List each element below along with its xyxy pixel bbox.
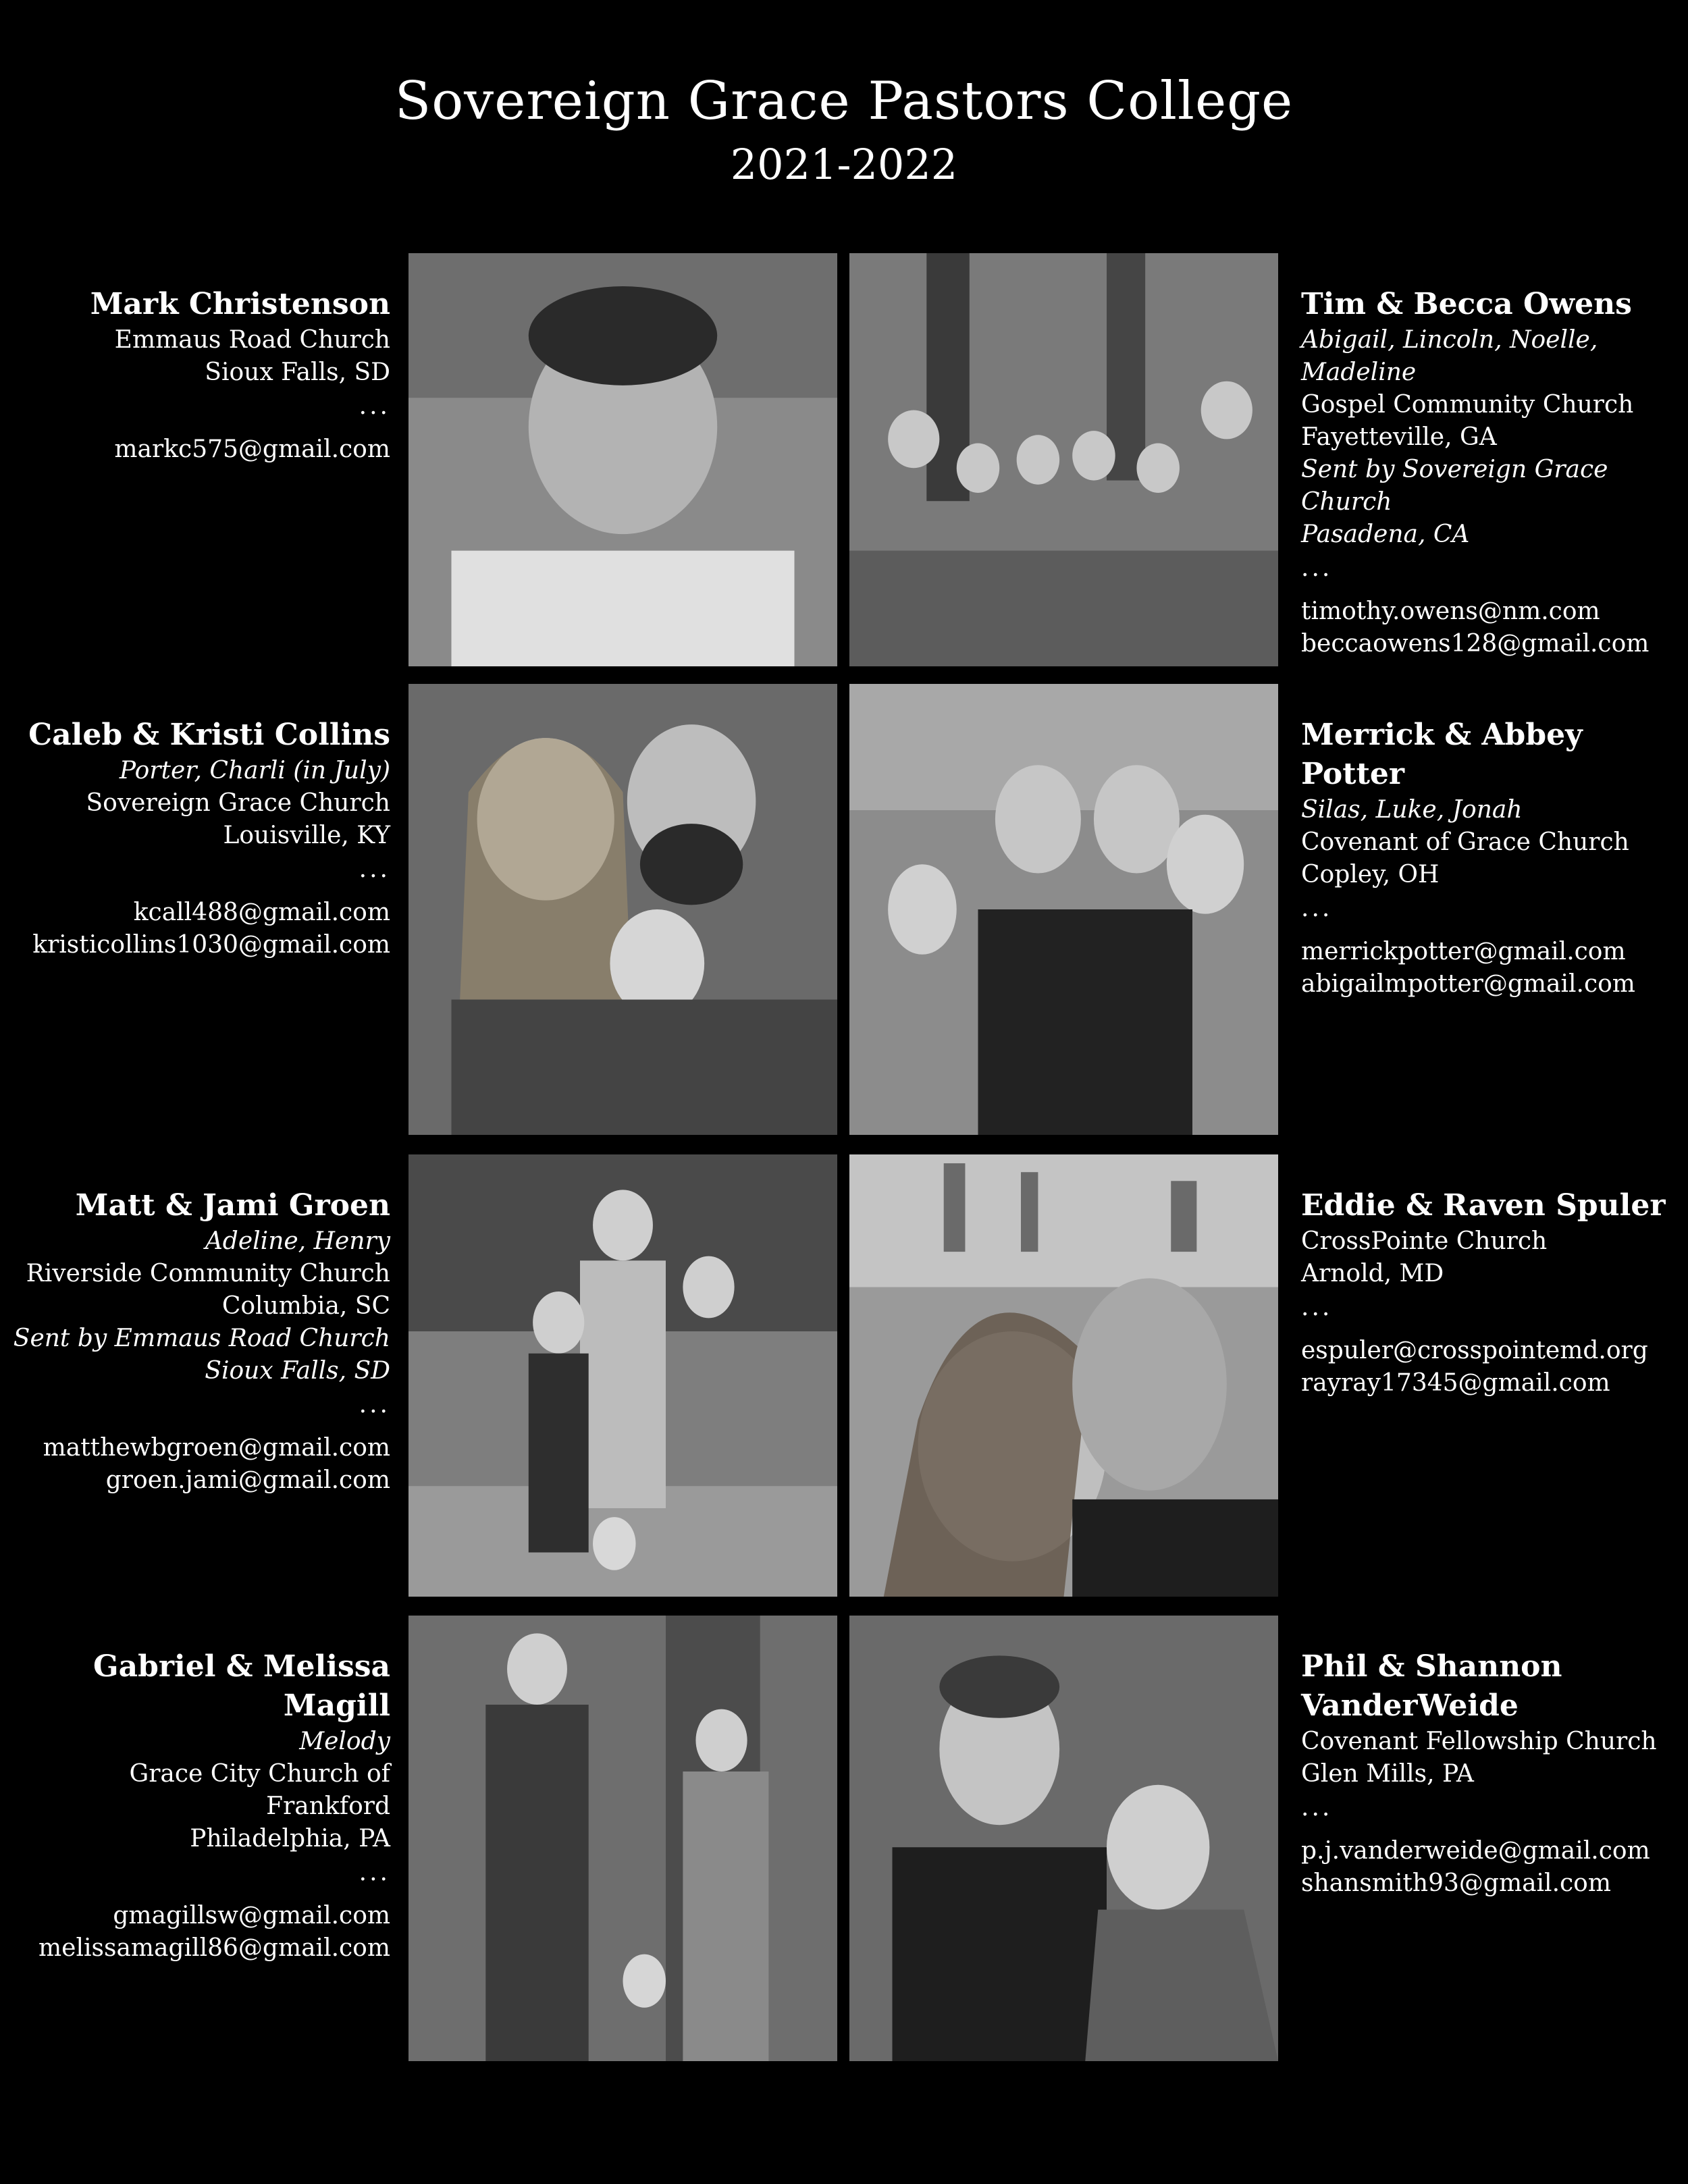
family-photo bbox=[408, 684, 837, 1135]
children-names: Silas, Luke, Jonah bbox=[1301, 796, 1523, 824]
church-location: Fayetteville, GA bbox=[1301, 423, 1497, 451]
family-name: Matt & Jami Groen bbox=[75, 1188, 390, 1223]
family-info bbox=[12, 285, 390, 466]
family-name: Mark Christenson bbox=[90, 287, 390, 321]
family-info bbox=[12, 716, 390, 961]
family-name: Caleb & Kristi Collins bbox=[28, 718, 390, 752]
email-link[interactable]: kristicollins1030@gmail.com bbox=[32, 931, 390, 959]
family-info bbox=[12, 1647, 390, 1965]
church-location: Copley, OH bbox=[1301, 861, 1440, 888]
email-link[interactable]: shansmith93@gmail.com bbox=[1301, 1869, 1611, 1897]
email-link[interactable]: groen.jami@gmail.com bbox=[105, 1466, 390, 1494]
separator-dots: ... bbox=[359, 392, 390, 420]
family-info bbox=[1301, 285, 1666, 660]
church-location: Arnold, MD bbox=[1301, 1260, 1444, 1287]
family-photo bbox=[408, 1154, 837, 1597]
email-link[interactable]: merrickpotter@gmail.com bbox=[1301, 938, 1626, 965]
email-link[interactable]: rayray17345@gmail.com bbox=[1301, 1369, 1610, 1397]
family-photo bbox=[849, 1616, 1278, 2061]
email-link[interactable]: gmagillsw@gmail.com bbox=[113, 1902, 390, 1929]
family-name: Gabriel & Melissa Magill bbox=[93, 1649, 390, 1723]
email-link[interactable]: abigailmpotter@gmail.com bbox=[1301, 970, 1635, 998]
sending-church: Sent by Sovereign Grace Church bbox=[1301, 456, 1608, 516]
separator-dots: ... bbox=[359, 855, 390, 883]
email-link[interactable]: kcall488@gmail.com bbox=[133, 899, 390, 926]
email-link[interactable]: espuler@crosspointemd.org bbox=[1301, 1337, 1648, 1364]
page-title: Sovereign Grace Pastors College bbox=[394, 71, 1294, 132]
family-photo bbox=[849, 1154, 1278, 1597]
church-name: Sovereign Grace Church bbox=[86, 789, 390, 817]
separator-dots: ... bbox=[1301, 895, 1333, 922]
church-location: Sioux Falls, SD bbox=[205, 358, 390, 386]
family-photo bbox=[408, 253, 837, 666]
family-info bbox=[12, 1186, 390, 1497]
church-name: Emmaus Road Church bbox=[114, 326, 390, 354]
children-names: Abigail, Lincoln, Noelle, Madeline bbox=[1301, 326, 1598, 386]
family-photo bbox=[408, 1616, 837, 2061]
church-name: CrossPointe Church bbox=[1301, 1227, 1548, 1255]
email-link[interactable]: markc575@gmail.com bbox=[114, 435, 390, 463]
church-location: Columbia, SC bbox=[221, 1292, 390, 1320]
separator-dots: ... bbox=[359, 1391, 390, 1418]
separator-dots: ... bbox=[1301, 1794, 1333, 1821]
sending-church: Sent by Emmaus Road Church bbox=[13, 1325, 390, 1352]
separator-dots: ... bbox=[359, 1859, 390, 1886]
family-name: Merrick & Abbey Potter bbox=[1301, 718, 1583, 791]
church-name: Covenant Fellowship Church bbox=[1301, 1728, 1657, 1755]
sending-location: Pasadena, CA bbox=[1301, 521, 1470, 548]
church-name: Covenant of Grace Church bbox=[1301, 828, 1629, 856]
family-info bbox=[1301, 1186, 1666, 1400]
separator-dots: ... bbox=[1301, 554, 1333, 582]
church-name: Gospel Community Church bbox=[1301, 391, 1634, 419]
family-info bbox=[1301, 716, 1666, 1001]
family-name: Eddie & Raven Spuler bbox=[1301, 1188, 1666, 1223]
children-names: Porter, Charli (in July) bbox=[119, 757, 390, 784]
separator-dots: ... bbox=[1301, 1294, 1333, 1321]
family-photo bbox=[849, 684, 1278, 1135]
church-location: Philadelphia, PA bbox=[190, 1825, 390, 1853]
family-name: Phil & Shannon VanderWeide bbox=[1301, 1649, 1562, 1723]
page-year: 2021-2022 bbox=[730, 140, 958, 189]
children-names: Adeline, Henry bbox=[205, 1227, 390, 1255]
church-location: Glen Mills, PA bbox=[1301, 1760, 1474, 1788]
email-link[interactable]: timothy.owens@nm.com bbox=[1301, 597, 1600, 625]
email-link[interactable]: matthewbgroen@gmail.com bbox=[43, 1434, 390, 1462]
family-name: Tim & Becca Owens bbox=[1301, 287, 1632, 321]
family-photo bbox=[849, 253, 1278, 666]
church-name: Grace City Church of Frankford bbox=[129, 1760, 390, 1820]
children-names: Melody bbox=[299, 1728, 390, 1755]
page-header bbox=[0, 68, 1688, 192]
email-link[interactable]: melissamagill86@gmail.com bbox=[38, 1934, 390, 1962]
sending-location: Sioux Falls, SD bbox=[205, 1357, 390, 1385]
email-link[interactable]: p.j.vanderweide@gmail.com bbox=[1301, 1837, 1650, 1865]
church-location: Louisville, KY bbox=[223, 822, 390, 849]
family-info bbox=[1301, 1647, 1666, 1900]
email-link[interactable]: beccaowens128@gmail.com bbox=[1301, 630, 1650, 658]
church-name: Riverside Community Church bbox=[26, 1260, 390, 1287]
